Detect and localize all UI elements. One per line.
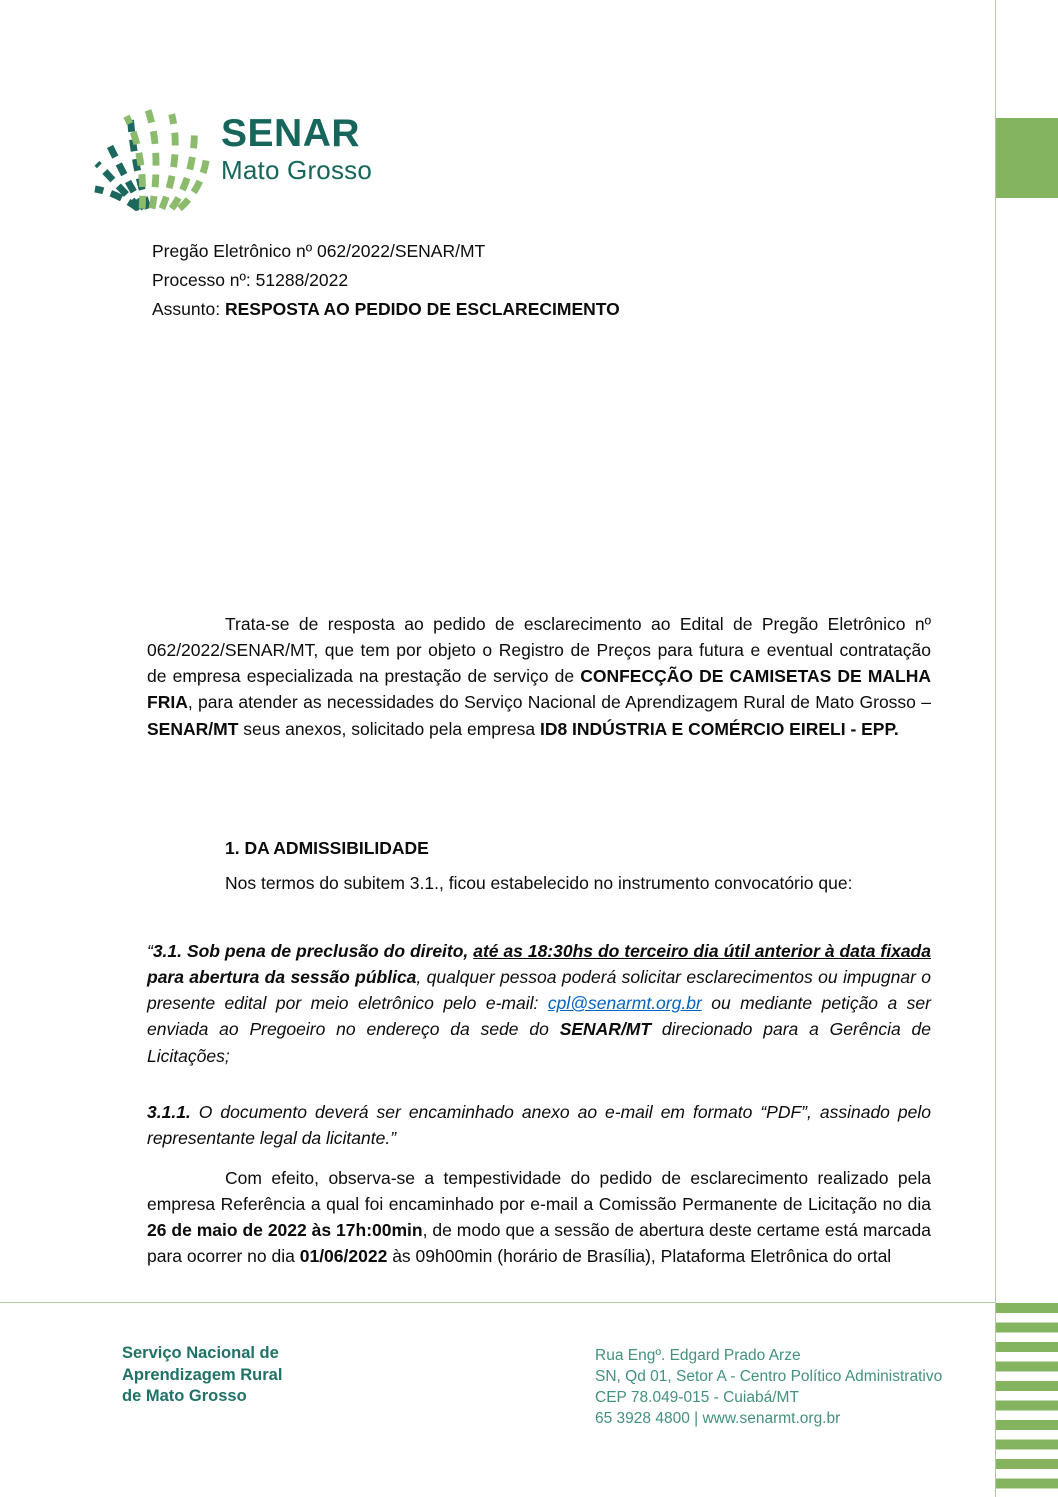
header-processo-line: Processo nº: 51288/2022	[152, 270, 349, 290]
text-run: , qualquer pessoa poderá solicitar esclarecimentos ou impugnar o presente edital por meio eletrônico pelo e-mail:	[147, 966, 931, 1014]
edital-quote-3-1	[147, 938, 931, 1069]
footer-address-line: Rua Engº. Edgard Prado Arze	[595, 1347, 801, 1364]
logo-name: SENAR	[221, 112, 361, 155]
text-run: CONFECÇÃO DE CAMISETAS DE MALHA FRIA	[147, 666, 932, 713]
header-pregao-line: Pregão Eletrônico nº 062/2022/SENAR/MT	[152, 241, 486, 261]
email-link[interactable]: cpl@senarmt.org.br	[547, 993, 702, 1014]
text-run: SENAR/MT	[559, 1019, 652, 1040]
footer-org-line: Aprendizagem Rural	[122, 1365, 283, 1384]
assunto-label: Assunto:	[152, 299, 225, 319]
edital-quote-3-1-1	[147, 1099, 931, 1152]
text-run: às 09h00min (horário de Brasília), Plataforma Eletrônica do ortal	[387, 1246, 892, 1267]
senar-logo-icon	[93, 98, 211, 212]
text-run: SENAR/MT	[147, 718, 239, 739]
admissibility-heading: 1. DA ADMISSIBILIDADE	[225, 837, 429, 858]
text-run: 26 de maio de 2022 às 17h:00min	[147, 1220, 423, 1241]
senar-logo	[93, 98, 372, 212]
corner-green-square	[996, 118, 1058, 198]
tempestividade-paragraph	[147, 1165, 931, 1270]
subitem-intro-paragraph: Nos termos do subitem 3.1., ficou estabelecido no instrumento convocatório que:	[225, 872, 853, 893]
text-run: Trata-se de resposta ao pedido de esclarecimento ao Edital de Pregão Eletrônico nº 062/2022/SENAR/MT, que tem por objeto o Registro de Preços para futura e eventual contratação de empresa especializada na prestação de serviço de	[147, 613, 931, 687]
footer-org-line: Serviço Nacional de	[122, 1344, 279, 1362]
footer-address-line: CEP 78.049-015 - Cuiabá/MT	[595, 1389, 799, 1406]
text-run: 3.1.1.	[147, 1101, 191, 1122]
text-run: “	[147, 940, 153, 961]
text-run: 3.1. Sob pena de preclusão do direito,	[152, 940, 474, 961]
footer-divider-line	[0, 1302, 996, 1303]
header-assunto-line	[152, 295, 620, 324]
text-run: 01/06/2022	[299, 1246, 388, 1267]
footer-org-line: de Mato Grosso	[122, 1387, 247, 1405]
intro-paragraph	[147, 611, 931, 742]
text-run: Com efeito, observa-se a tempestividade do pedido de esclarecimento realizado pela empresa Referência a qual foi encaminhado por e-mail a Comissão Permanente de Licitação no dia	[147, 1167, 931, 1214]
footer-address-line: 65 3928 4800 | www.senarmt.org.br	[595, 1410, 841, 1427]
footer-green-stripes	[996, 1303, 1058, 1497]
text-run: O documento deverá ser encaminhado anexo ao e-mail em formato “PDF”, assinado pelo representante legal da licitante.”	[147, 1101, 931, 1148]
senar-logo-wordmark	[221, 98, 372, 183]
assunto-value: RESPOSTA AO PEDIDO DE ESCLARECIMENTO	[224, 299, 620, 319]
text-run: direcionado para a Gerência de Licitações;	[147, 1019, 931, 1066]
text-run: ou mediante petição a ser enviada ao Pregoeiro no endereço da sede do	[147, 993, 931, 1040]
text-run: até as 18:30hs do terceiro dia útil anterior à data fixada	[473, 940, 931, 961]
text-run: ID8 INDÚSTRIA E COMÉRCIO EIRELI - EPP.	[539, 718, 899, 739]
text-run: para abertura da sessão pública	[147, 966, 417, 987]
footer-address	[595, 1345, 942, 1429]
footer-org-name	[122, 1343, 282, 1408]
text-run: , de modo que a sessão de abertura deste certame está marcada para ocorrer no dia	[147, 1220, 931, 1267]
footer-address-line: SN, Qd 01, Setor A - Centro Político Administrativo	[595, 1368, 943, 1385]
logo-subtitle: Mato Grosso	[221, 155, 373, 185]
text-run: , para atender as necessidades do Serviço Nacional de Aprendizagem Rural de Mato Grosso –	[187, 692, 931, 713]
right-vertical-rule	[995, 0, 996, 1497]
text-run: seus anexos, solicitado pela empresa	[238, 718, 540, 739]
document-header	[152, 237, 620, 324]
